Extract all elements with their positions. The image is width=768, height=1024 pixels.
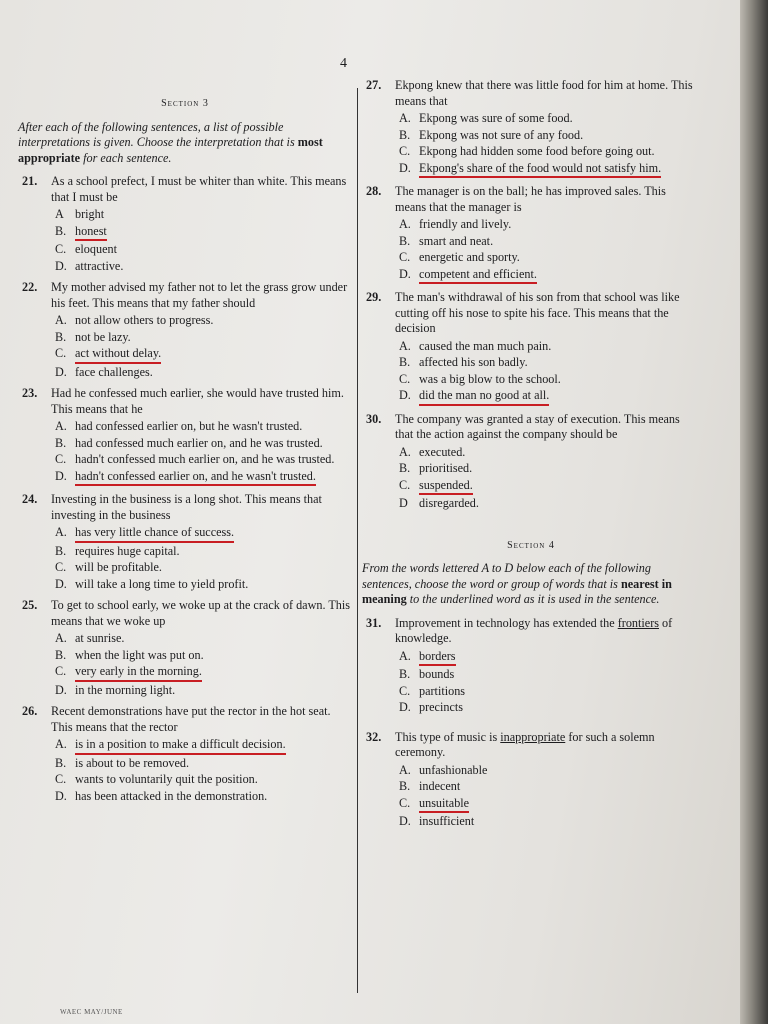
option-text: at sunrise. [75,631,125,645]
option-text: wants to voluntarily quit the position. [75,772,258,786]
question-stem: My mother advised my father not to let the grass grow under his feet. This means that my father should [51,280,348,310]
option-letter: A. [399,111,411,125]
option-text: honest [75,224,107,242]
question-30 [362,412,700,512]
question-stem [395,730,700,761]
option-text: unfashionable [419,762,488,777]
answer-option-c-marked[interactable] [51,346,352,364]
answer-option-a[interactable] [51,313,352,329]
underlined-word: frontiers [617,615,659,630]
question-number: 22. [22,280,38,294]
option-letter: B. [399,127,411,142]
option-letter: D. [55,364,67,379]
option-letter: A. [55,419,67,433]
answer-option-d[interactable] [51,365,352,381]
option-letter: A. [55,313,67,327]
option-letter: B. [55,755,67,770]
answer-option-d[interactable] [395,814,700,830]
option-letter: A. [55,631,67,645]
option-text: is about to be removed. [75,755,190,770]
option-letter: B. [55,543,67,558]
question-24 [18,492,352,592]
option-text: act without delay. [75,346,161,364]
answer-option-a[interactable] [395,111,700,127]
option-text: attractive. [75,258,124,273]
answer-option-b[interactable] [51,756,352,772]
section-3-title: Section 3 [161,98,209,109]
option-letter: A. [399,444,411,459]
answer-option-a[interactable] [51,631,352,647]
answer-option-b[interactable] [51,544,352,560]
option-letter: B. [399,667,411,681]
option-letter: A. [399,338,411,353]
stem-text: Improvement in technology has extended the [395,615,618,630]
option-text: had confessed earlier on, but he wasn't trusted. [75,419,303,433]
question-32 [362,730,700,830]
option-text: will take a long time to yield profit. [75,576,249,591]
answer-option-a[interactable] [51,207,352,223]
question-number: 26. [22,704,38,718]
option-letter: C. [55,242,67,256]
left-column [18,96,352,810]
option-letter: C. [399,250,411,264]
option-text: affected his son badly. [419,355,528,369]
question-stem: Investing in the business is a long shot. This means that investing in the business [51,492,322,522]
option-text: was a big blow to the school. [419,371,561,386]
answer-option-a-marked[interactable] [51,525,352,543]
section-3-instructions: After each of the following sentences, a list of possible interpretations is given. Choose the interpretation that is most appropriate for each sentence. [18,119,323,165]
option-text: did the man no good at all. [419,388,549,406]
answer-option-b[interactable] [51,436,352,452]
question-31 [362,616,700,716]
option-text: partitions [419,683,466,698]
option-text: requires huge capital. [75,543,180,558]
option-letter: D. [55,576,67,591]
option-letter: A. [399,762,411,777]
option-text: not allow others to progress. [75,313,214,327]
question-stem: Had he confessed much earlier, she would have trusted him. This means that he [51,386,344,416]
question-22 [18,280,352,380]
option-letter: A [55,207,64,221]
answer-option-a[interactable] [51,419,352,435]
answer-option-b-marked[interactable] [51,224,352,242]
option-letter: C. [55,452,67,466]
option-text: in the morning light. [75,682,176,697]
option-text: suspended. [419,478,473,496]
option-letter: C. [55,346,67,360]
question-stem: Ekpong knew that there was little food for him at home. This means that [395,78,693,108]
question-stem: As a school prefect, I must be whiter than white. This means that I must be [51,174,347,204]
option-letter: D. [399,814,411,828]
option-text: has been attacked in the demonstration. [75,788,268,803]
answer-option-c[interactable] [51,242,352,258]
question-28 [362,184,700,284]
stem-text: This type of music is [395,729,501,744]
question-stem: The manager is on the ball; he has improved sales. This means that the manager is [395,184,666,214]
option-text: eloquent [75,242,117,256]
underlined-word: inappropriate [500,729,566,744]
option-text: is in a position to make a difficult decision. [75,737,286,755]
question-29 [362,290,700,406]
option-letter: D. [399,700,411,714]
option-letter: D. [55,468,67,483]
option-text: unsuitable [419,796,469,814]
stem-text: for such a solemn ceremony. [395,729,655,759]
page-number: 4 [340,56,347,71]
option-letter: C. [399,477,411,492]
option-text: very early in the morning. [75,664,202,682]
question-number: 30. [366,411,382,426]
option-letter: B. [399,461,411,475]
option-text: friendly and lively. [419,217,512,231]
answer-option-c-marked[interactable] [51,664,352,682]
option-letter: A. [55,737,67,751]
footer-code: WAEC MAY/JUNE [60,1008,123,1016]
option-letter: C. [399,371,411,386]
option-text: energetic and sporty. [419,250,520,264]
answer-option-a[interactable] [395,339,700,355]
question-21 [18,174,352,274]
question-stem: The company was granted a stay of execution. This means that the action against the company should be [395,411,680,441]
option-letter: D. [55,788,67,803]
answer-option-d[interactable] [51,683,352,699]
option-text: bright [75,207,105,221]
answer-option-d-marked[interactable] [51,469,352,487]
section-4-title: Section 4 [507,539,555,551]
answer-option-c[interactable] [395,684,700,700]
answer-option-c[interactable] [51,772,352,788]
option-letter: A. [55,525,67,539]
answer-option-b[interactable] [395,128,700,144]
answer-option-c[interactable] [51,560,352,576]
right-column [362,78,700,836]
option-letter: B. [399,355,411,369]
answer-option-a[interactable] [395,445,700,461]
option-text: Ekpong had hidden some food before going out. [419,144,655,158]
question-number: 29. [366,290,382,304]
option-text: borders [419,649,456,667]
option-letter: B. [55,435,67,450]
option-text: face challenges. [75,364,153,379]
option-text: will be profitable. [75,560,162,574]
option-text: has very little chance of success. [75,525,234,543]
section-4-instructions: From the words lettered A to D below each of the following sentences, choose the word or group of words that is nearest in meaning to the underlined word as it is used in the sentence. [362,561,672,606]
question-stem: To get to school early, we woke up at the crack of dawn. This means that we woke up [51,598,351,628]
option-text: bounds [419,667,455,681]
option-letter: D. [399,266,411,281]
option-letter: C. [55,772,67,786]
option-text: not be lazy. [75,329,131,344]
question-stem: Recent demonstrations have put the rector in the hot seat. This means that the rector [51,704,331,734]
answer-option-a[interactable] [395,763,700,779]
option-letter: D [399,496,408,510]
option-letter: D. [399,388,411,402]
option-letter: D. [399,160,411,175]
option-text: disregarded. [419,496,479,510]
option-letter: D. [55,682,67,697]
answer-option-c[interactable] [395,372,700,388]
option-letter: A. [399,648,411,663]
answer-option-c-marked[interactable] [395,478,700,496]
answer-option-d[interactable] [51,789,352,805]
question-23 [18,386,352,486]
answer-option-d-marked[interactable] [395,161,700,179]
option-text: smart and neat. [419,233,494,248]
question-number: 32. [366,729,382,744]
option-text: prioritised. [419,461,473,475]
answer-option-d-marked[interactable] [395,388,700,406]
question-stem: The man's withdrawal of his son from that school was like cutting off his nose to spite his face. This means that the decision [395,290,680,335]
option-letter: C. [399,795,411,810]
answer-option-d[interactable] [395,700,700,716]
answer-option-b[interactable] [395,779,700,795]
option-text: indecent [419,779,461,793]
answer-option-a-marked[interactable] [395,649,700,667]
question-27 [362,78,700,178]
question-number: 21. [22,174,38,188]
option-text: had confessed much earlier on, and he was trusted. [75,435,323,450]
question-number: 24. [22,492,38,506]
option-letter: C. [399,683,411,698]
option-text: Ekpong was not sure of any food. [419,127,584,142]
answer-option-b[interactable] [395,461,700,477]
option-text: precincts [419,700,463,714]
question-25 [18,598,352,698]
option-text: executed. [419,444,466,459]
option-text: hadn't confessed earlier on, and he wasn't trusted. [75,469,316,487]
answer-option-b[interactable] [395,355,700,371]
option-text: when the light was put on. [75,647,204,662]
option-letter: C. [55,560,67,574]
column-divider [357,88,358,993]
option-letter: B. [399,779,411,793]
question-number: 23. [22,386,38,400]
answer-option-d-marked[interactable] [395,267,700,285]
question-number: 31. [366,615,382,630]
question-26 [18,704,352,804]
option-letter: C. [399,144,411,158]
answer-option-b[interactable] [51,330,352,346]
page-edge-shadow [740,0,768,1024]
option-letter: D. [55,258,67,273]
option-letter: B. [55,223,67,238]
answer-option-c[interactable] [51,452,352,468]
option-text: caused the man much pain. [419,338,552,353]
answer-option-c[interactable] [395,250,700,266]
question-number: 27. [366,78,382,92]
question-stem [395,616,700,647]
option-letter: A. [399,217,411,231]
answer-option-d[interactable] [395,496,700,512]
option-letter: B. [55,647,67,662]
option-text: hadn't confessed much earlier on, and he was trusted. [75,452,335,466]
question-number: 25. [22,598,38,612]
answer-option-d[interactable] [51,577,352,593]
answer-option-a[interactable] [395,217,700,233]
option-letter: B. [399,233,411,248]
option-letter: B. [55,329,67,344]
answer-option-c[interactable] [395,144,700,160]
option-text: Ekpong was sure of some food. [419,111,573,125]
question-number: 28. [366,184,382,198]
option-text: Ekpong's share of the food would not satisfy him. [419,161,661,179]
answer-option-c-marked[interactable] [395,796,700,814]
option-text: insufficient [419,814,475,828]
answer-option-b[interactable] [51,648,352,664]
answer-option-b[interactable] [395,234,700,250]
answer-option-d[interactable] [51,259,352,275]
answer-option-a-marked[interactable] [51,737,352,755]
option-letter: C. [55,664,67,678]
option-text: competent and efficient. [419,267,537,285]
answer-option-b[interactable] [395,667,700,683]
stem-text: of knowledge. [395,615,673,645]
